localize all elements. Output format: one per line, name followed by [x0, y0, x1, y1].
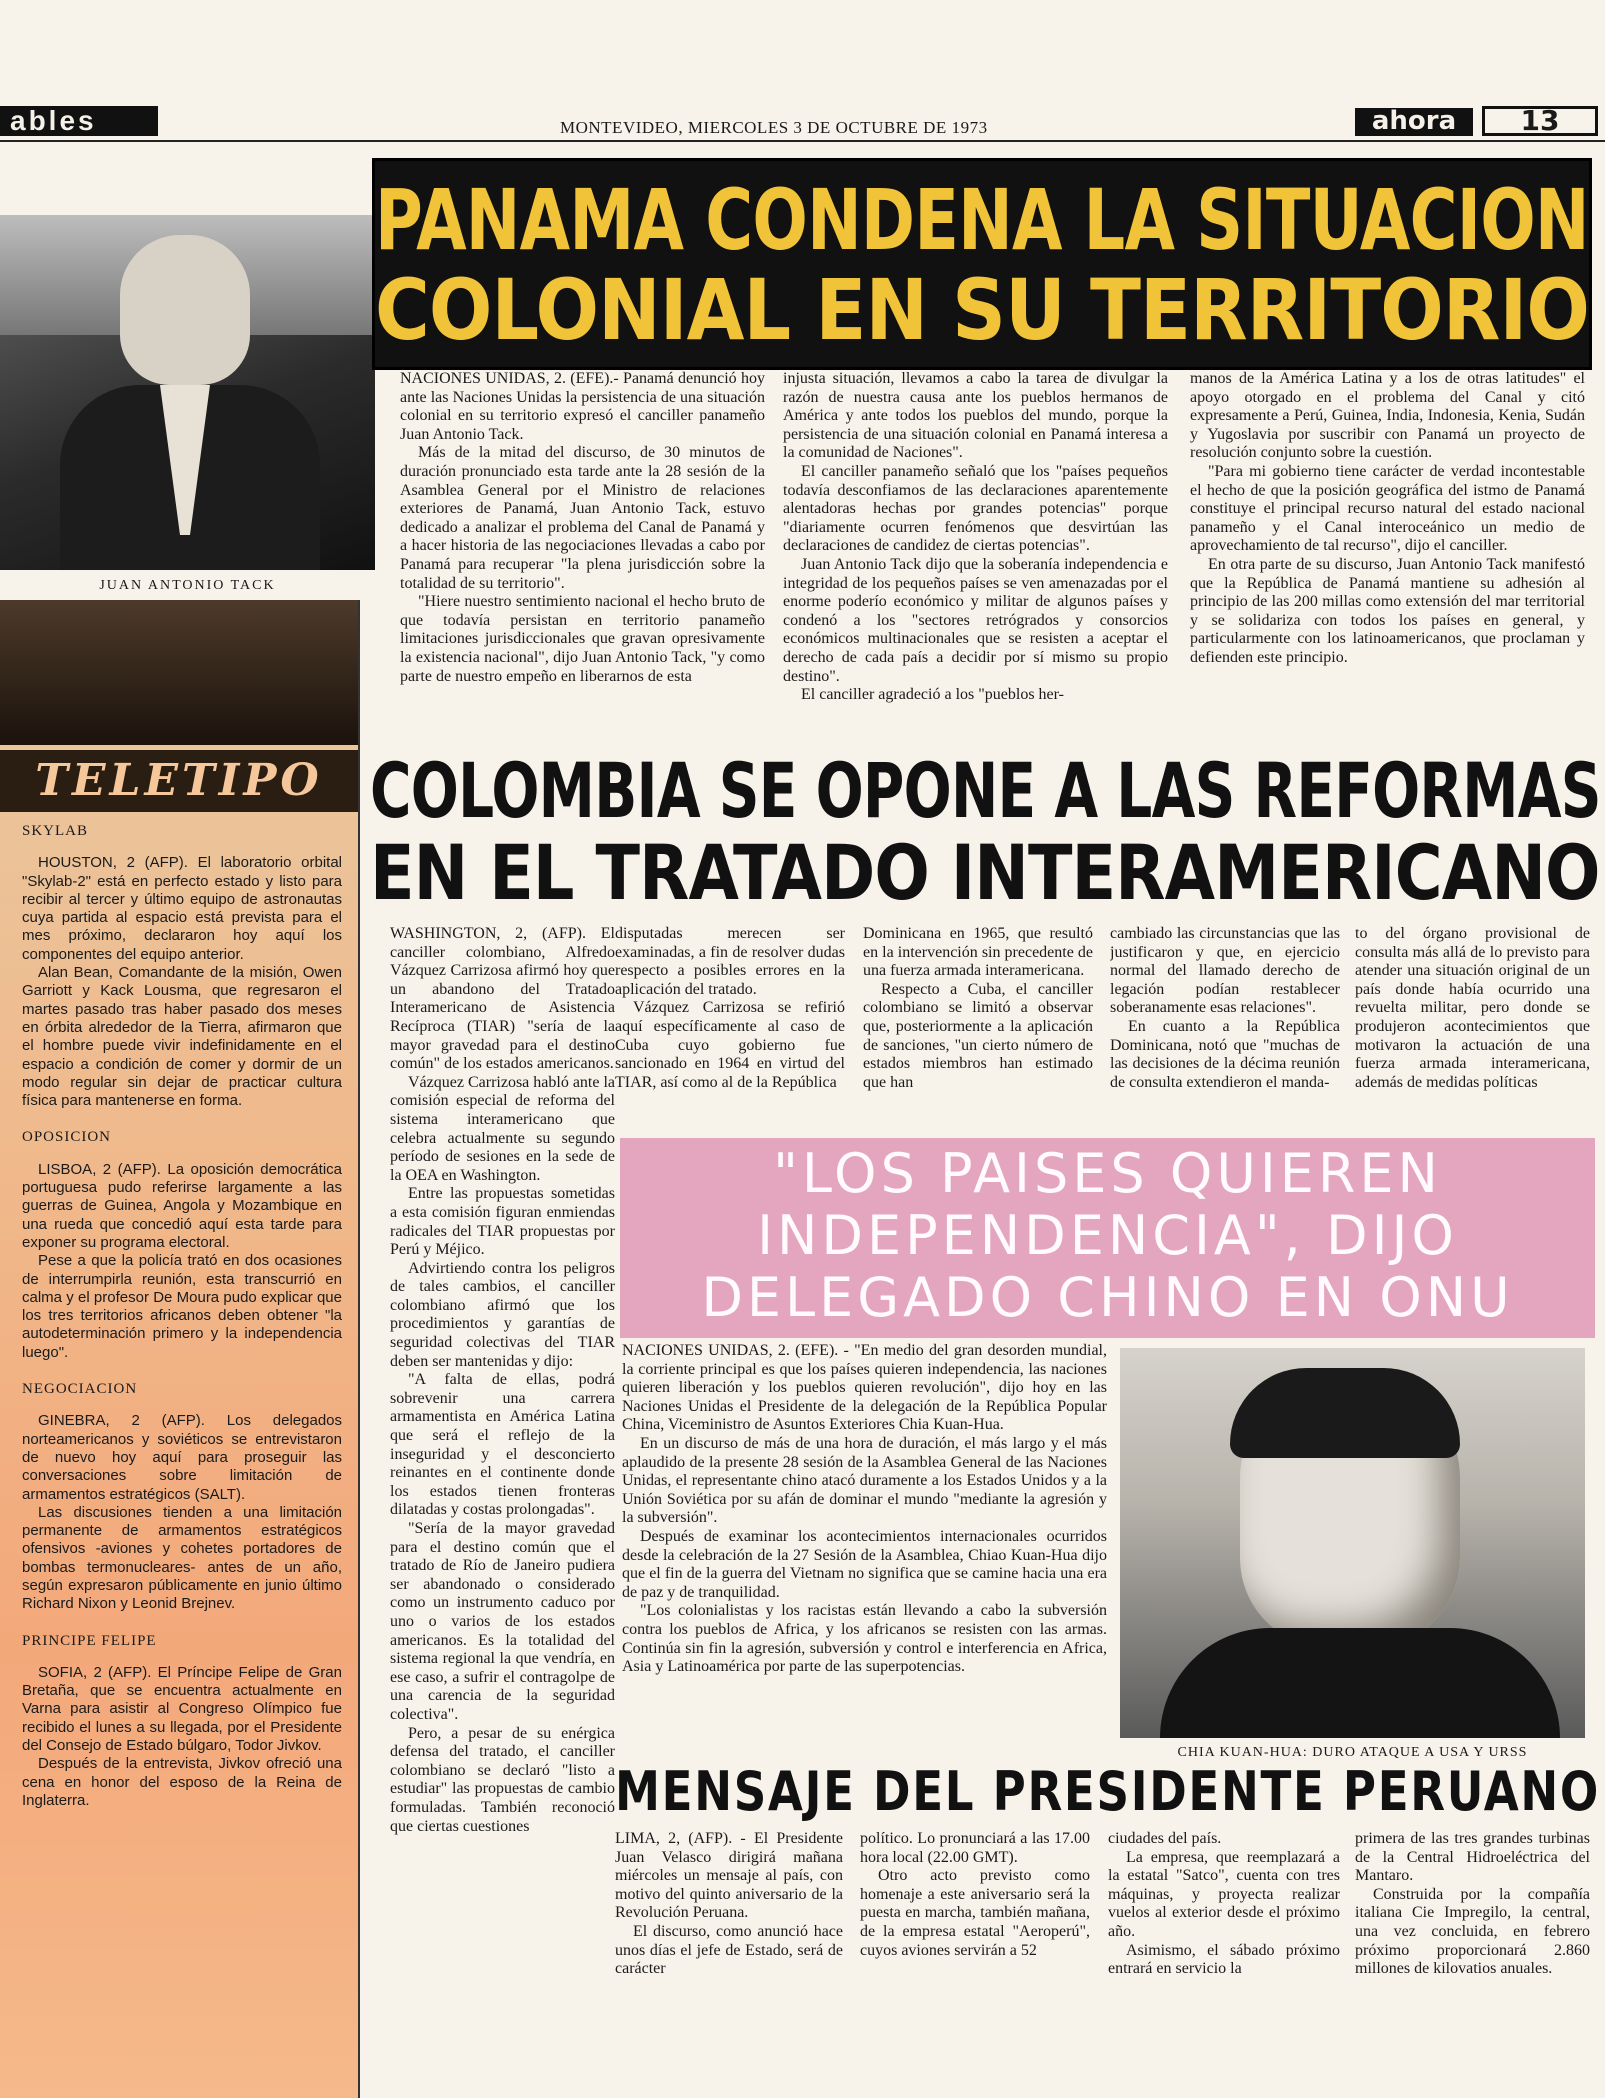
- china-headline-line2: INDEPENDENCIA", DIJO: [757, 1204, 1458, 1267]
- dateline: MONTEVIDEO, MIERCOLES 3 DE OCTUBRE DE 1973: [560, 118, 988, 137]
- panama-headline-line2: COLONIAL EN SU TERRITORIO: [375, 261, 1589, 359]
- colombia-column-5: to del órgano provisional de consulta más allá de lo previsto para atender una situación original de un país donde había ocurrido una revuelta militar, pero donde se produjeron acontecimientos que motivaron la actuación de una fuerza armada interamericana, además de medidas políticas: [1355, 925, 1590, 1091]
- masthead: [0, 100, 1605, 140]
- china-article-text: NACIONES UNIDAS, 2. (EFE). - "En medio del gran desorden mundial, la corriente principal es que los países quieren independencia, las naciones quieren liberación y los pueblos quieren revolución", dijo hoy en las Naciones Unidas el Presidente de la delegación de la República Popular China, Viceministro de Asuntos Exteriores Chia Kuan-Hua. En un discurso de más de una hora de duración, el más largo y el más aplaudido de la presente 28 sesión de la Asamblea General de las Naciones Unidas, el representante chino atacó duramente a los Estados Unidos y a la Unión Soviética por su afán de dominar el mundo "mediante la agresión y la subversión". Después de examinar los acontecimientos internacionales ocurridos desde la celebración de la 27 Sesión de la Asamblea, Chiao Kuan-Hua dijo que el fin de la guerra del Vietnam no significa que se camine hacia una era de paz y de tranquilidad. "Los colonialistas y los racistas están llevando a cabo la subversión contra los pueblos de Africa, y los africanos se resisten con las armas. Continúa sin fin la agresión, subversión y control e interferencia en Africa, Asia y Latinoamérica por parte de las superpotencias.: [622, 1342, 1107, 1676]
- panama-headline-box: [372, 158, 1592, 370]
- china-headline-line3: DELEGADO CHINO EN ONU: [701, 1266, 1514, 1329]
- teletipo-news: SKYLAB HOUSTON, 2 (AFP). El laboratorio orbital "Skylab-2" está en perfecto estado y listo para recibir al tercer y último equipo de astronautas cuya partida al espacio está prevista para el mes próximo, declararon hoy aquí los componentes del equipo anterior. Alan Bean, Comandante de la misión, Owen Garriott y Kack Lousma, que regresaron el martes pasado tras haber pasado dos meses en órbita alrededor de la Tierra, afirmaron que el hombre puede vivir indefinidamente en el espacio a condición de comer y dormir de un modo regular sin dejar de practicar cultura física para mantenerse en forma. OPOSICION LISBOA, 2 (AFP). La oposición democrática portuguesa pudo referirse largamente a las guerras de Guinea, Angola y Mozambique en una rueda que concedió aquí esta tarde para exponer su programa electoral. Pese a que la policía trató en dos ocasiones de interrumpirla reunión, esta transcurrió en calma y el profesor De Moura pudo explicar que los tres territorios africanos deben obtener "la autodeterminación primero y la independencia luego". NEGOCIACION GINEBRA, 2 (AFP). Los delegados norteamericanos y soviéticos se entrevistaron de nuevo hoy aquí para proseguir las conversaciones sobre limitación de armamentos estratégicos (SALT). Las discusiones tienden a una limitación permanente de armamentos estratégicos ofensivos -aviones y cohetes portadores de bombas termonucleares- antes de un año, según expresaron públicamente en junio último Richard Nixon y Leonid Brejnev. PRINCIPE FELIPE SOFIA, 2 (AFP). El Príncipe Felipe de Gran Bretaña, que se encuentra actualmente en Varna para asistir al Congreso Olímpico fue recibido el lunes a su llegada, por el Presidente del Consejo de Estado búlgaro, Todor Jivkov. Después de la entrevista, Jivkov ofreció una cena en honor del esposo de la Reina de Inglaterra.: [22, 823, 342, 1809]
- panama-column-2: injusta situación, llevamos a cabo la tarea de divulgar la razón de nuestra causa ante los pueblos hermanos de América y ante todos los pueblos del mundo, porque la persistencia de una situación colonial en Panamá interesa a la comunidad de Naciones". El canciller panameño señaló que los "países pequeños todavía desconfiamos de las declaraciones aparentemente alentadoras hechas por grandes potencias" porque "diariamente ocurren fenómenos que desvirtúan las declaraciones de candidez de ciertas potencias". Juan Antonio Tack dijo que la soberanía independencia e integridad de los pequeños países se ven amenazadas por el enorme poderío económico y militar de algunos países y condenó a los "sectores retrógrados y consorcios económicos multinacionales que se resisten a aceptar el derecho de cada país a decidir por sí mismo su propio destino". El canciller agradeció a los "pueblos her-: [783, 370, 1168, 704]
- photo-chia-kuan-hua: [1120, 1348, 1585, 1738]
- teletipo-title-skylab: SKYLAB: [22, 823, 89, 839]
- colombia-column-1: WASHINGTON, 2, (AFP). El canciller colombiano, Alfredo Vázquez Carrizosa afirmó hoy que un abandono del Tratado Interamericano de Asistencia Recíproca (TIAR) "sería de la mayor gravedad para el destino común" de los estados americanos. Vázquez Carrizosa habló ante la comisión especial de reforma del sistema interamericano que celebra actualmente su segundo período de sesiones en la sede de la OEA en Washington. Entre las propuestas sometidas a esta comisión figuran enmiendas radicales del TIAR propuestas por Perú y Méjico. Advirtiendo contra los peligros de tales cambios, el canciller colombiano afirmó que los procedimientos y garantías de seguridad colectivas del TIAR deben ser mantenidas y dijo: "A falta de ellas, podrá sobrevenir una carrera armamentista en América Latina que será el reflejo de la inseguridad y el desconcierto reinantes en el continente donde los estados tienen fronteras dilatadas y costas prolongadas". "Sería de la mayor gravedad para el destino común que el tratado de Río de Janeiro pudiera ser abandonado o considerado como un instrumento caduco por uno o varios de los estados americanos. Es la totalidad del sistema regional la que vendría, en ese caso, a sufrir el contragolpe de una carencia de la seguridad colectiva". Pero, a pesar de su enérgica defensa del tratado, el canciller colombiano se declaró "listo a estudiar" las propuestas de cambio formuladas. También reconoció que ciertas cuestiones: [390, 925, 615, 1835]
- colombia-column-2: disputadas merecen ser examinadas, a fin de resolver dudas respecto a posibles errores en la aplicación del tratado. Vázquez Carrizosa se refirió aquí específicamente al caso de Cuba cuyo gobierno fue sancionado en 1964 en virtud del TIAR, así como al de la República: [615, 925, 845, 1091]
- peru-column-1: LIMA, 2, (AFP). - El Presidente Juan Velasco dirigirá mañana miércoles un mensaje al país, con motivo del quinto aniversario de la Revolución Peruana. El discurso, como anunció hace unos días el jefe de Estado, será de carácter: [615, 1830, 843, 1978]
- teletipo-sidebar: [0, 600, 360, 2098]
- teletipo-header-image: [0, 600, 358, 745]
- colombia-headline-line1: COLOMBIA SE OPONE A LAS REFORMAS: [370, 746, 1601, 835]
- section-label: ables: [0, 106, 158, 136]
- photo-caption-chiao: CHIA KUAN-HUA: DURO ATAQUE A USA Y URSS: [1177, 1745, 1528, 1760]
- china-headline-box: [620, 1138, 1595, 1338]
- teletipo-title-oposicion: OPOSICION: [22, 1129, 112, 1146]
- china-headline-line1: "LOS PAISES QUIEREN: [773, 1142, 1442, 1205]
- colombia-column-3: Dominicana en 1965, que resultó en la intervención sin precedente de una fuerza armada interamericana. Respecto a Cuba, el canciller colombiano se limitó a observar que, posteriormente a la aplicación de sanciones, "un cierto número de estados miembros han estimado que han: [863, 925, 1093, 1091]
- peru-column-4: primera de las tres grandes turbinas de la Central Hidroeléctrica del Mantaro. Construida por la compañía italiana Cie Impregilo, la central, una vez concluida, en febrero próximo proporcionará 2.860 millones de kilovatios anuales.: [1355, 1830, 1590, 1978]
- colombia-column-4: cambiado las circunstancias que las justificaron y que, en ejercicio normal del llamado derecho de legación podían restablecer soberanamente esas relaciones". En cuanto a la República Dominicana, notó que "muchas de las decisiones de la décima reunión de consulta extendieron el manda-: [1110, 925, 1340, 1091]
- teletipo-title-principe-felipe: PRINCIPE FELIPE: [22, 1632, 157, 1649]
- teletipo-title-negociacion: NEGOCIACION: [22, 1381, 138, 1398]
- panama-column-1: NACIONES UNIDAS, 2. (EFE).- Panamá denunció hoy ante las Naciones Unidas la persistencia de una situación colonial en su territorio expresó el canciller panameño Juan Antonio Tack. Más de la mitad del discurso, de 30 minutos de duración pronunciado esta tarde ante la 28 sesión de la Asamblea General por el Ministro de relaciones exteriores de Panamá, Juan Antonio Tack, estuvo dedicado a analizar el problema del Canal de Panamá y a hacer historia de las negociaciones llevadas a cabo por Panamá para recuperar "la plena jurisdicción sobre la totalidad de su territorio". "Hiere nuestro sentimiento nacional el hecho bruto de que todavía persistan en territorio panameño limitaciones jurisdiccionales que gravan opresivamente la existencia nacional", dijo Juan Antonio Tack, "y como parte de nuestro empeño en liberarnos de esta: [400, 370, 765, 685]
- panama-column-3: manos de la América Latina y a los de otras latitudes" el apoyo otorgado en el problema del Canal y citó expresamente a Perú, Guinea, India, Indonesia, Kenia, Sudán y Yugoslavia por suscribir con Panamá un proyecto de resolución conjunto sobre la cuestión. "Para mi gobierno tiene carácter de verdad incontestable el hecho de que la posición geográfica del istmo de Panamá constituye el principal recurso natural del estado nacional panameño y el Canal interoceánico un medio de aprovechamiento de tal recurso", dijo el canciller. En otra parte de su discurso, Juan Antonio Tack manifestó que la República de Panamá mantiene su adhesión al principio de las 200 millas como extensión del mar territorial y se solidariza con todos los países en general, y particularmente con los latinoamericanos, que proclaman y defienden este principio.: [1190, 370, 1585, 666]
- paper-name-logo: ahora: [1355, 108, 1473, 136]
- peru-headline: MENSAJE DEL PRESIDENTE PERUANO: [615, 1760, 1600, 1823]
- teletipo-logo: TELETIPO: [0, 750, 358, 812]
- photo-juan-antonio-tack: [0, 215, 375, 570]
- colombia-headline-line2: EN EL TRATADO INTERAMERICANO: [370, 828, 1600, 917]
- panama-headline-line1: PANAMA CONDENA LA SITUACION: [375, 171, 1589, 269]
- page-number: 13: [1482, 106, 1598, 136]
- peru-column-2: político. Lo pronunciará a las 17.00 hora local (22.00 GMT). Otro acto previsto como homenaje a este aniversario será la puesta en marcha, también mañana, de la empresa estatal "Aeroperú", cuyos aviones servirán a 52: [860, 1830, 1090, 1959]
- peru-column-3: ciudades del país. La empresa, que reemplazará a la estatal "Satco", cuenta con tres máquinas, y proyecta realizar vuelos al exterior desde el próximo año. Asimismo, el sábado próximo entrará en servicio la: [1108, 1830, 1340, 1978]
- photo-caption-tack: JUAN ANTONIO TACK: [99, 578, 276, 593]
